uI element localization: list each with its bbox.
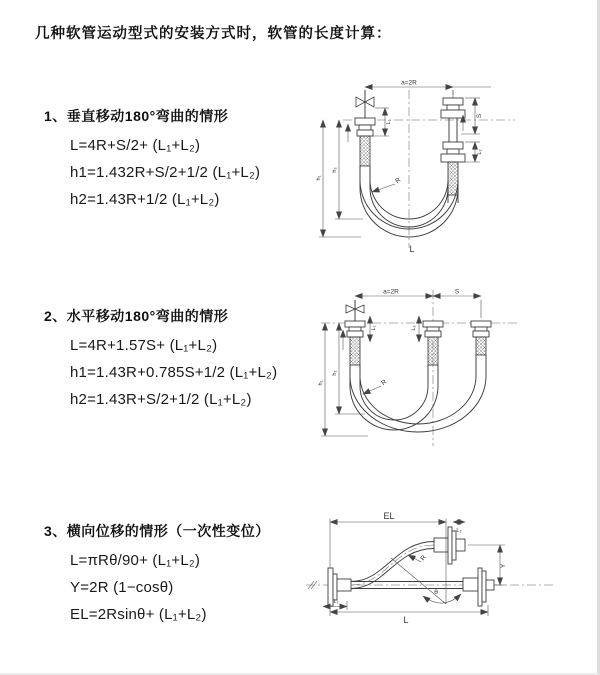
dim-label-r: R	[380, 378, 389, 387]
dimension-s	[433, 289, 481, 297]
formula-line: h2=1.43R+S/2+1/2 (L₁+L₂)	[70, 391, 252, 408]
dim-label-r: R	[419, 554, 428, 563]
section-3	[44, 521, 324, 632]
section-2	[44, 306, 324, 417]
section-1-heading: 1、垂直移动180°弯曲的情形	[44, 108, 229, 124]
dim-label-l: L	[409, 244, 415, 254]
middle-hose-fitting	[423, 321, 443, 365]
valve-icon	[356, 90, 374, 118]
radius-callout	[408, 554, 428, 562]
right-hose-fitting-positions	[441, 90, 465, 195]
dim-label-a2r: a=2R	[383, 288, 399, 296]
radius-callout	[363, 378, 388, 394]
centerlines	[343, 90, 515, 248]
dimension-a2r	[355, 289, 481, 319]
dimension-l1	[323, 599, 347, 610]
centerlines	[321, 290, 518, 446]
formula-line: h2=1.43R+1/2 (L₁+L₂)	[70, 191, 220, 208]
dim-label-l1: L₁	[371, 325, 377, 331]
dim-label-l2: L₂	[477, 149, 483, 155]
dim-label-a2r: a=2R	[401, 79, 417, 87]
radius-callout	[372, 176, 402, 192]
dimension-l2	[411, 316, 419, 342]
dim-label-r: R	[394, 176, 403, 185]
diagram-lateral-displacement	[303, 508, 558, 650]
right-flange	[463, 568, 494, 606]
dim-label-l2: L₂	[456, 528, 462, 534]
left-flange	[328, 568, 351, 606]
hose-curves	[350, 355, 486, 432]
formula-line: h1=1.432R+S/2+1/2 (L₁+L₂)	[70, 164, 261, 181]
section-3-heading: 3、横向位移的情形（一次性变位）	[44, 523, 270, 539]
formula-line: L=4R+S/2+ (L₁+L₂)	[70, 137, 201, 154]
dim-label-l1: L₁	[333, 599, 339, 605]
dimension-a2r	[365, 80, 491, 97]
formula-line: L=4R+1.57S+ (L₁+L₂)	[70, 337, 218, 354]
dimension-l1	[370, 316, 377, 342]
dimension-l	[330, 605, 488, 625]
page-title: 几种软管运动型式的安装方式时，软管的长度计算：	[35, 26, 392, 42]
dim-label-s: S	[454, 288, 460, 296]
dimension-el	[330, 511, 446, 568]
dim-label-theta: θ	[434, 589, 438, 596]
right-hose-fitting	[471, 321, 491, 355]
dim-label-l1: L₁	[386, 119, 392, 125]
valve-icon	[346, 300, 364, 321]
formula-line: L=πRθ/90+ (L₁+L₂)	[70, 552, 201, 569]
section-1	[44, 106, 324, 217]
dim-label-h1: h₁	[316, 175, 322, 181]
dim-label-h1: h₁	[318, 380, 324, 386]
dim-label-el: EL	[383, 511, 395, 521]
left-hose-fitting	[355, 118, 375, 166]
left-hose-fitting	[345, 321, 365, 365]
dim-label-h2: h₂	[332, 370, 338, 376]
dim-label-y: Y	[500, 563, 507, 569]
formula-line: Y=2R (1−cosθ)	[70, 579, 174, 596]
dim-label-h2: h₂	[332, 167, 338, 173]
dim-label-l: L	[403, 615, 409, 625]
section-2-heading: 2、水平移动180°弯曲的情形	[44, 308, 229, 324]
formula-line: h1=1.43R+0.785S+1/2 (L₁+L₂)	[70, 364, 278, 381]
dim-label-s: S	[476, 113, 483, 119]
dimension-h1	[316, 120, 361, 237]
formula-line: EL=2Rsinθ+ (L₁+L₂)	[70, 606, 207, 623]
diagram-vertical-180-bend	[315, 78, 540, 258]
dim-label-l2: L₂	[411, 325, 417, 331]
diagram-horizontal-180-bend	[313, 288, 548, 458]
